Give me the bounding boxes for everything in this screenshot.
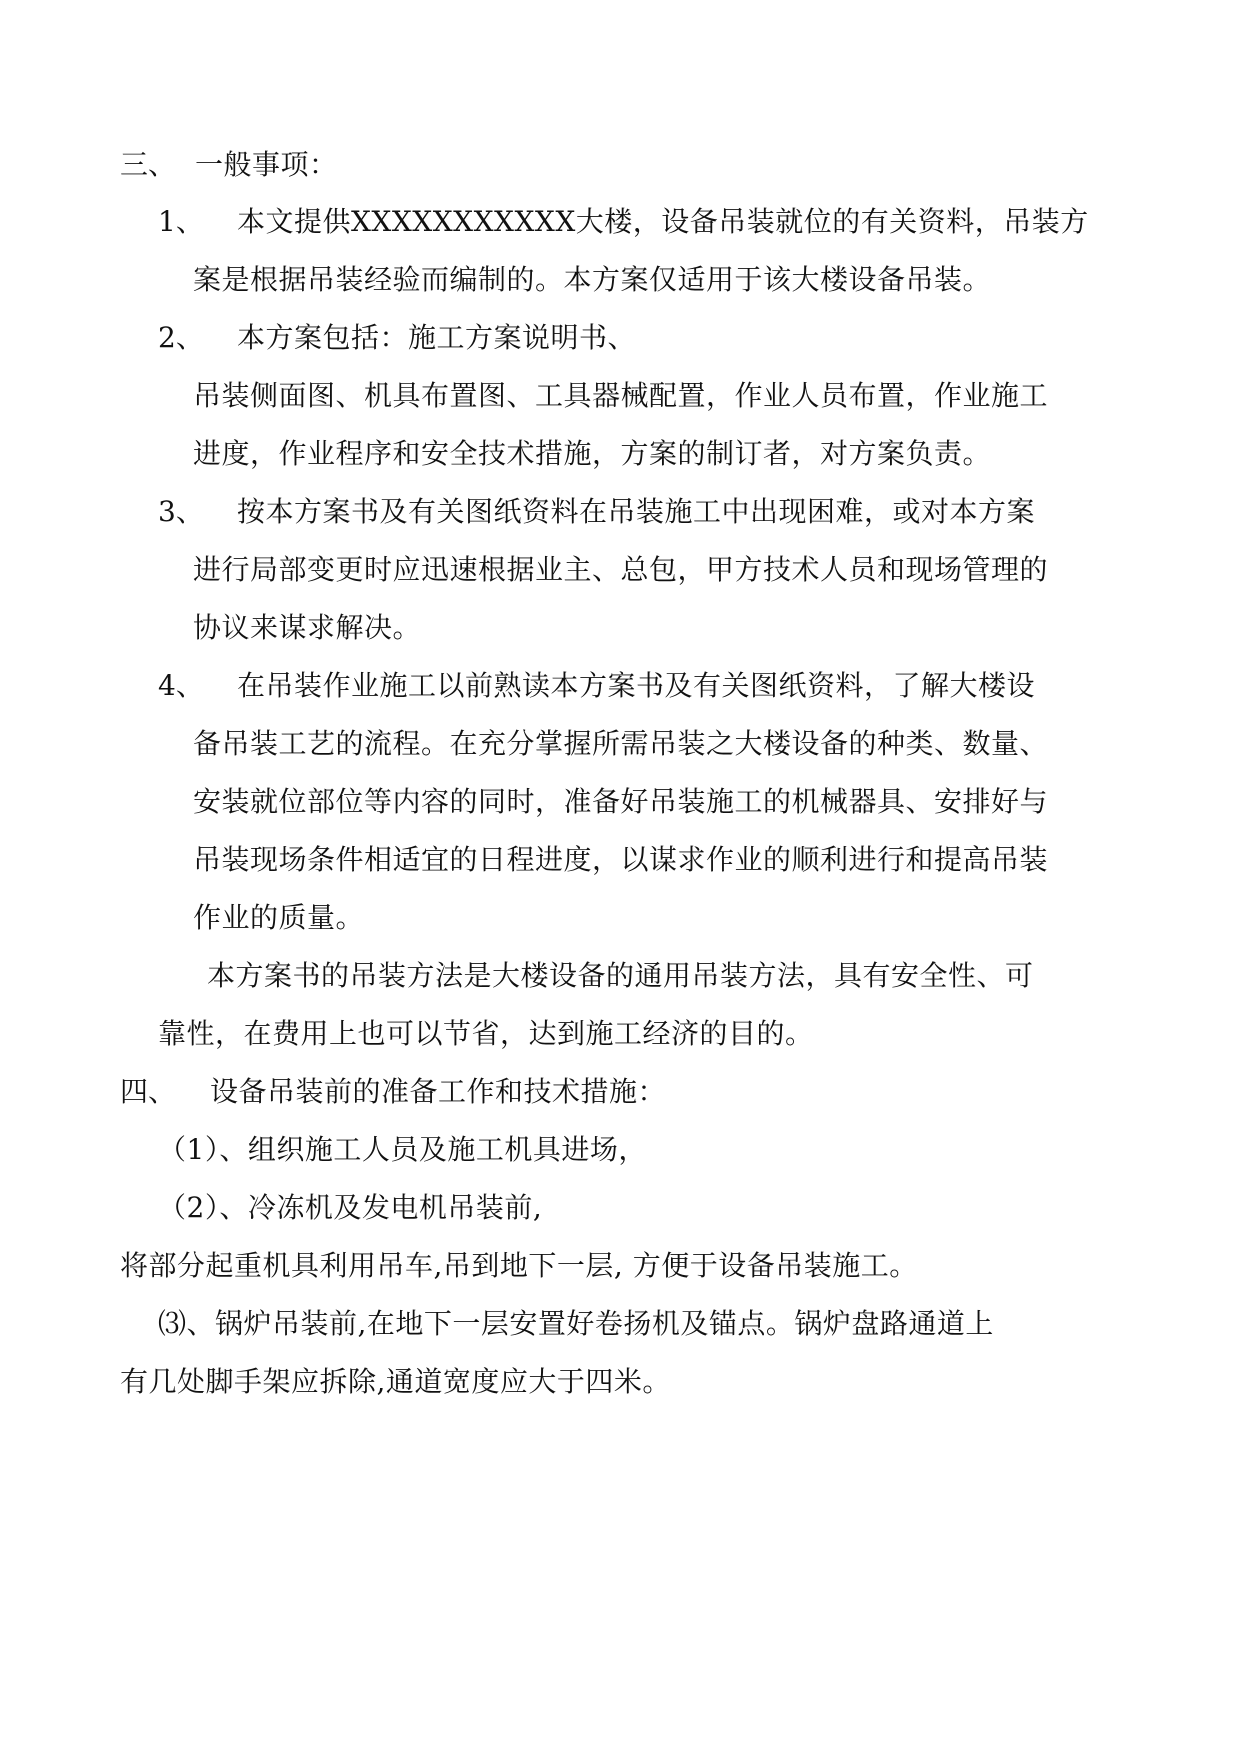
measure-line: （2）、冷冻机及发电机吊装前, <box>158 1191 543 1224</box>
summary-line: 本方案书的吊装方法是大楼设备的通用吊装方法，具有安全性、可 <box>207 959 1034 992</box>
paragraph-line: 安装就位部位等内容的同时，准备好吊装施工的机械器具、安排好与 <box>193 785 1049 818</box>
section-number: 三、 <box>120 148 177 181</box>
paragraph-line: 本方案包括：施工方案说明书、 <box>237 321 637 354</box>
paragraph-line: 吊装侧面图、机具布置图、工具器械配置，作业人员布置，作业施工 <box>193 379 1049 412</box>
item-number: 2、 <box>158 321 204 354</box>
measure-line: 有几处脚手架应拆除,通道宽度应大于四米。 <box>120 1365 671 1398</box>
paragraph-line: 吊装现场条件相适宜的日程进度，以谋求作业的顺利进行和提高吊装 <box>193 843 1049 876</box>
paragraph-line: 案是根据吊装经验而编制的。本方案仅适用于该大楼设备吊装。 <box>193 263 992 296</box>
paragraph-line: 备吊装工艺的流程。在充分掌握所需吊装之大楼设备的种类、数量、 <box>193 727 1049 760</box>
section-number: 四、 <box>120 1075 177 1108</box>
paragraph-line: 作业的质量。 <box>193 901 365 934</box>
paragraph-line: 在吊装作业施工以前熟读本方案书及有关图纸资料，了解大楼设 <box>237 669 1036 702</box>
item-number: 1、 <box>158 205 204 238</box>
measure-line: （1）、组织施工人员及施工机具进场， <box>158 1133 647 1166</box>
paragraph-line: 本文提供XXXXXXXXXXX大楼，设备吊装就位的有关资料，吊装方 <box>237 205 1089 238</box>
measure-line: 将部分起重机具利用吊车,吊到地下一层, 方便于设备吊装施工。 <box>120 1249 918 1282</box>
paragraph-line: 进度，作业程序和安全技术措施，方案的制订者，对方案负责。 <box>193 437 992 470</box>
paragraph-line: 按本方案书及有关图纸资料在吊装施工中出现困难，或对本方案 <box>237 495 1036 528</box>
paragraph-line: 进行局部变更时应迅速根据业主、总包，甲方技术人员和现场管理的 <box>193 553 1049 586</box>
measure-line: ⑶、锅炉吊装前,在地下一层安置好卷扬机及锚点。锅炉盘路通道上 <box>158 1307 994 1340</box>
section-title: 设备吊装前的准备工作和技术措施： <box>210 1075 667 1108</box>
summary-line: 靠性，在费用上也可以节省，达到施工经济的目的。 <box>158 1017 814 1050</box>
item-number: 4、 <box>158 669 204 702</box>
item-number: 3、 <box>158 495 204 528</box>
section-title: 一般事项： <box>195 148 338 181</box>
paragraph-line: 协议来谋求解决。 <box>193 611 422 644</box>
